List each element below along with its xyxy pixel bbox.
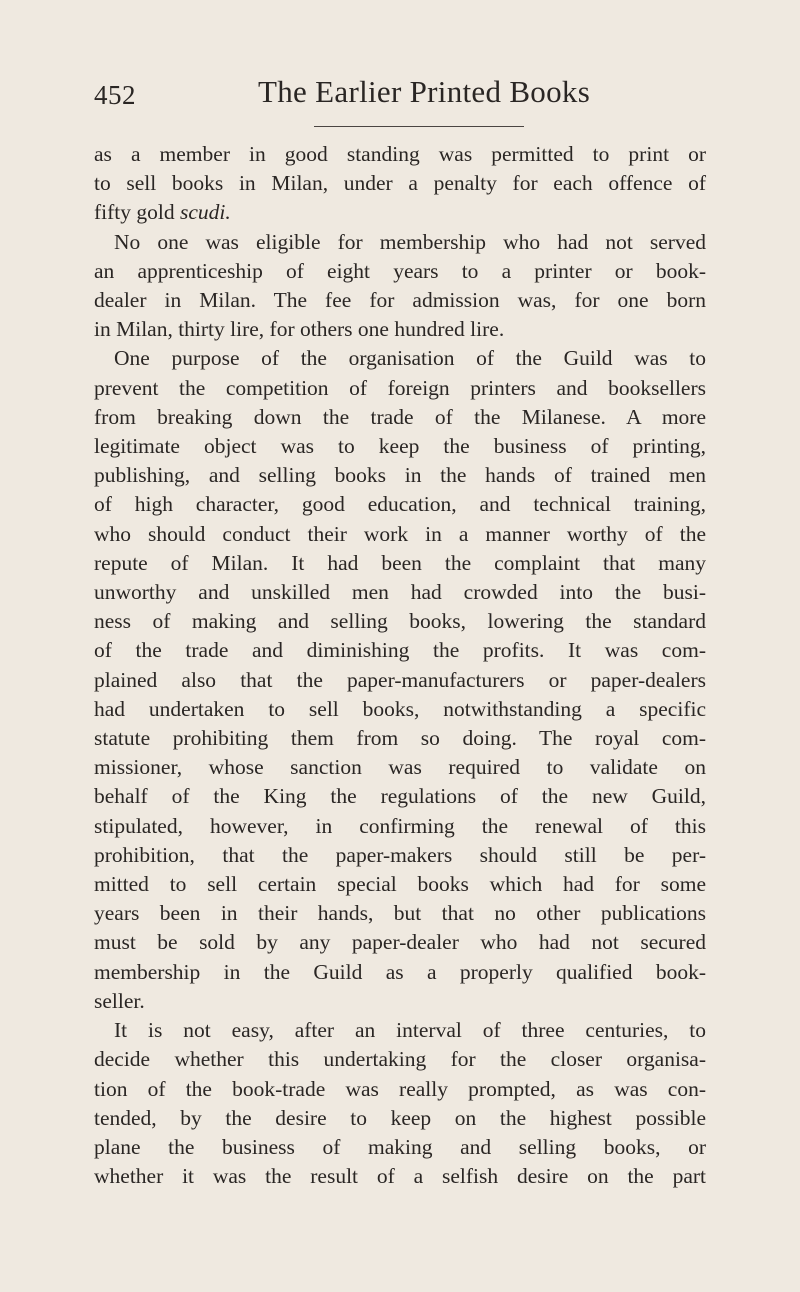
text-line: to sell books in Milan, under a penalty for each offence of (94, 171, 706, 196)
text-line: of high character, good education, and technical training, (94, 492, 706, 517)
text-line: membership in the Guild as a properly qualified book- (94, 959, 706, 984)
text-line: legitimate object was to keep the business of printing, (94, 434, 706, 459)
text-line: publishing, and selling books in the hands of trained men (94, 463, 706, 488)
text-line: seller. (94, 988, 145, 1013)
text-line: dealer in Milan. The fee for admission was, for one born (94, 288, 706, 313)
text-line: from breaking down the trade of the Milanese. A more (94, 404, 706, 429)
text-line: repute of Milan. It had been the complaint that many (94, 550, 706, 575)
text-line: whether it was the result of a selfish desire on the part (94, 1164, 706, 1189)
text-fragment: fifty gold (94, 200, 175, 225)
running-title: The Earlier Printed Books (258, 74, 591, 109)
italic-term: scudi. (180, 200, 231, 225)
text-line: statute prohibiting them from so doing. The royal com- (94, 726, 706, 751)
text-line: prevent the competition of foreign printers and booksellers (94, 375, 706, 400)
text-line: years been in their hands, but that no other publications (94, 901, 706, 926)
paragraph-start: It is not easy, after an interval of three centuries, to (114, 1018, 706, 1043)
text-line: an apprenticeship of eight years to a printer or book- (94, 258, 706, 283)
body-text (94, 140, 706, 1191)
text-line: must be sold by any paper-dealer who had not secured (94, 930, 706, 955)
text-line: ness of making and selling books, lowering the standard (94, 609, 706, 634)
text-line (94, 198, 706, 227)
text-line: stipulated, however, in confirming the renewal of this (94, 813, 706, 838)
text-line: missioner, whose sanction was required to validate on (94, 755, 706, 780)
text-line: of the trade and diminishing the profits. It was com- (94, 638, 706, 663)
text-line: as a member in good standing was permitted to print or (94, 142, 706, 166)
text-line: behalf of the King the regulations of the new Guild, (94, 784, 706, 809)
text-line: unworthy and unskilled men had crowded into the busi- (94, 580, 706, 605)
text-line: in Milan, thirty lire, for others one hundred lire. (94, 317, 505, 342)
text-line: tended, by the desire to keep on the highest possible (94, 1105, 706, 1130)
text-line: tion of the book-trade was really prompted, as was con- (94, 1076, 706, 1101)
running-head (94, 74, 714, 114)
text-line: who should conduct their work in a manner worthy of the (94, 521, 706, 546)
text-line: mitted to sell certain special books which had for some (94, 872, 706, 897)
text-line: plane the business of making and selling books, or (94, 1134, 706, 1159)
text-line: decide whether this undertaking for the closer organisa- (94, 1047, 706, 1072)
header-rule (314, 126, 524, 127)
text-line: plained also that the paper-manufacturers or paper-dealers (94, 667, 706, 692)
paragraph-start: One purpose of the organisation of the Guild was to (114, 346, 706, 371)
page-number: 452 (94, 80, 136, 110)
text-line: prohibition, that the paper-makers should still be per- (94, 842, 706, 867)
text-line: had undertaken to sell books, notwithstanding a specific (94, 696, 706, 721)
paragraph-start: No one was eligible for membership who had not served (114, 229, 706, 254)
